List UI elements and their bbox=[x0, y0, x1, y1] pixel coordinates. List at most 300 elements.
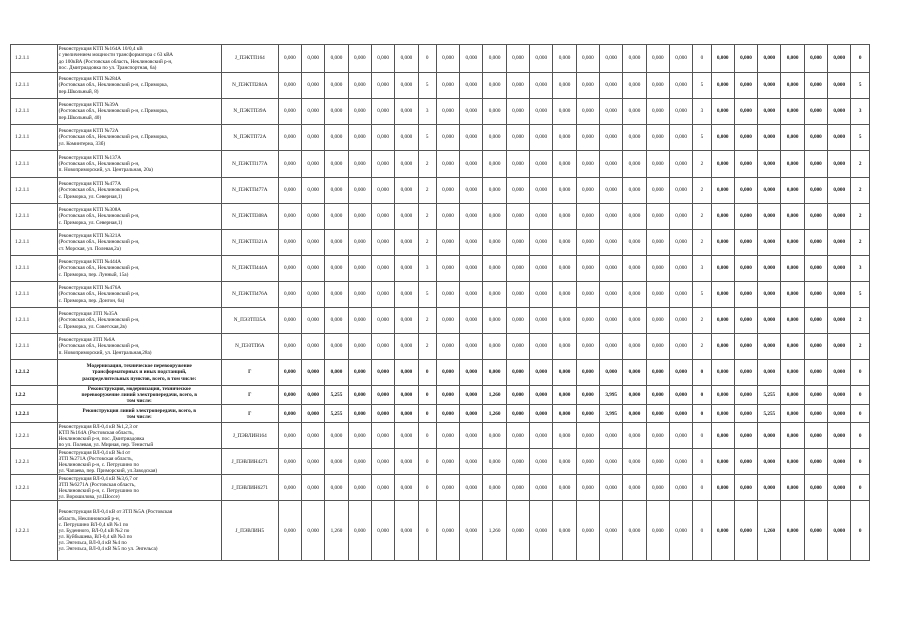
value-cell: 0,000 bbox=[395, 360, 418, 386]
description-line: до 100кВА (Ростовская область, Неклиновский р-н, bbox=[58, 58, 173, 65]
row-description bbox=[57, 151, 221, 178]
value-cell: 0,000 bbox=[348, 308, 371, 334]
value-cell: 0,000 bbox=[669, 204, 692, 230]
value-cell: 0,000 bbox=[600, 501, 623, 561]
value-cell: 0,000 bbox=[395, 449, 418, 475]
value-cell: 0,000 bbox=[804, 73, 827, 99]
table-row bbox=[11, 386, 870, 405]
value-cell: 0,000 bbox=[804, 386, 827, 405]
value-cell: 0,000 bbox=[576, 334, 599, 360]
description-line: (Ростовская обл., Неклиновский р-н, bbox=[58, 265, 140, 272]
value-cell: 0,000 bbox=[371, 308, 394, 334]
value-cell: 0,000 bbox=[804, 360, 827, 386]
value-cell: 0,000 bbox=[734, 423, 757, 449]
value-cell: 0,000 bbox=[506, 178, 529, 204]
value-cell: 0,000 bbox=[576, 308, 599, 334]
value-cell: 0,000 bbox=[600, 125, 623, 151]
value-cell: 0,000 bbox=[371, 204, 394, 230]
value-cell: 0,000 bbox=[460, 423, 483, 449]
row-description bbox=[57, 475, 221, 501]
value-cell: 0,000 bbox=[669, 256, 692, 282]
value-cell: 0,000 bbox=[325, 449, 348, 475]
value-cell: 0,000 bbox=[460, 360, 483, 386]
table-row bbox=[11, 73, 870, 99]
count-cell: 0 bbox=[851, 360, 870, 386]
value-cell: 0,000 bbox=[646, 475, 669, 501]
description-line: Реконструкция линий электропередачи, всего, в bbox=[82, 407, 197, 414]
value-cell: 0,000 bbox=[506, 386, 529, 405]
value-cell: 0,000 bbox=[646, 125, 669, 151]
table-row bbox=[11, 282, 870, 308]
value-cell: 0,000 bbox=[646, 449, 669, 475]
value-cell: 0,000 bbox=[278, 405, 301, 423]
value-cell: 0,000 bbox=[395, 73, 418, 99]
value-cell: 0,000 bbox=[669, 308, 692, 334]
description-line: ул. Энгельса, ВЛ-0,4 кВ №5 по ул. Энгельса) bbox=[58, 546, 158, 553]
value-cell: 0,000 bbox=[669, 360, 692, 386]
value-cell: 0,000 bbox=[781, 475, 804, 501]
value-cell: 0,000 bbox=[734, 360, 757, 386]
value-cell: 0,000 bbox=[530, 475, 553, 501]
value-cell: 0,000 bbox=[278, 45, 301, 73]
value-cell: 0,000 bbox=[460, 45, 483, 73]
value-cell: 0,000 bbox=[436, 151, 459, 178]
value-cell: 0,000 bbox=[623, 360, 646, 386]
count-cell: 0 bbox=[851, 423, 870, 449]
value-cell: 0,000 bbox=[395, 256, 418, 282]
value-cell: 0,000 bbox=[600, 360, 623, 386]
value-cell: 0,000 bbox=[646, 282, 669, 308]
row-code: 1.2.1.1 bbox=[11, 99, 58, 125]
value-cell: 0,000 bbox=[460, 405, 483, 423]
value-cell: 0,000 bbox=[804, 475, 827, 501]
value-cell: 0,000 bbox=[553, 256, 576, 282]
count-cell: 5 bbox=[851, 125, 870, 151]
count-cell: 5 bbox=[418, 282, 436, 308]
value-cell: 0,000 bbox=[530, 334, 553, 360]
value-cell: 0,000 bbox=[734, 151, 757, 178]
value-cell: 0,000 bbox=[623, 423, 646, 449]
description-line: с. Приморка, пер. Лунный, 15а) bbox=[58, 271, 129, 278]
count-cell: 2 bbox=[418, 308, 436, 334]
value-cell: 0,000 bbox=[646, 423, 669, 449]
value-cell: 0,000 bbox=[758, 73, 781, 99]
row-description bbox=[57, 45, 221, 73]
value-cell: 0,000 bbox=[711, 386, 734, 405]
value-cell: 0,000 bbox=[781, 256, 804, 282]
value-cell: 0,000 bbox=[530, 386, 553, 405]
value-cell: 0,000 bbox=[553, 73, 576, 99]
value-cell: 0,000 bbox=[758, 282, 781, 308]
value-cell: 0,000 bbox=[348, 334, 371, 360]
description-line: область, Неклиновский р-н, bbox=[58, 515, 120, 522]
value-cell: 0,000 bbox=[828, 256, 851, 282]
count-cell: 0 bbox=[693, 405, 711, 423]
value-cell: 0,000 bbox=[646, 45, 669, 73]
value-cell: 0,000 bbox=[278, 73, 301, 99]
value-cell: 0,000 bbox=[758, 423, 781, 449]
value-cell: 0,000 bbox=[758, 99, 781, 125]
value-cell: 0,000 bbox=[278, 125, 301, 151]
description-line: распределительных пунктов, всего, в том числе: bbox=[82, 375, 197, 382]
value-cell: 0,000 bbox=[530, 99, 553, 125]
value-cell: 5,255 bbox=[325, 405, 348, 423]
count-cell: 2 bbox=[693, 230, 711, 256]
value-cell: 0,000 bbox=[436, 308, 459, 334]
description-line: ЗТП №271А (Ростовская область, bbox=[58, 455, 133, 462]
value-cell: 0,000 bbox=[302, 178, 325, 204]
description-line: (Ростовская обл., Неклиновский р-н, bbox=[58, 291, 140, 298]
value-cell: 0,000 bbox=[734, 386, 757, 405]
value-cell: 0,000 bbox=[553, 475, 576, 501]
count-cell: 5 bbox=[851, 73, 870, 99]
value-cell: 0,000 bbox=[506, 282, 529, 308]
value-cell: 0,000 bbox=[623, 334, 646, 360]
count-cell: 3 bbox=[851, 256, 870, 282]
description-line: ул. Буденного, ВЛ-0,4 кВ №2 по bbox=[58, 527, 130, 534]
value-cell: 0,000 bbox=[623, 475, 646, 501]
value-cell: 0,000 bbox=[600, 256, 623, 282]
value-cell: 0,000 bbox=[371, 230, 394, 256]
value-cell: 0,000 bbox=[711, 449, 734, 475]
value-cell: 0,000 bbox=[483, 125, 506, 151]
description-line: Реконструкция ЗТП №35А bbox=[58, 311, 118, 318]
value-cell: 0,000 bbox=[371, 99, 394, 125]
value-cell: 0,000 bbox=[483, 151, 506, 178]
value-cell: 0,000 bbox=[325, 178, 348, 204]
value-cell: 0,000 bbox=[711, 282, 734, 308]
value-cell: 0,000 bbox=[302, 405, 325, 423]
value-cell: 0,000 bbox=[348, 151, 371, 178]
description-line: Реконструкция КТП №284А bbox=[58, 76, 122, 83]
value-cell: 0,000 bbox=[711, 99, 734, 125]
value-cell: 0,000 bbox=[483, 423, 506, 449]
value-cell: 0,000 bbox=[348, 405, 371, 423]
value-cell: 0,000 bbox=[781, 360, 804, 386]
row-code: 1.2.2.1 bbox=[11, 449, 58, 475]
value-cell: 0,000 bbox=[371, 475, 394, 501]
value-cell: 0,000 bbox=[711, 178, 734, 204]
value-cell: 0,000 bbox=[734, 308, 757, 334]
value-cell: 0,000 bbox=[600, 73, 623, 99]
value-cell: 0,000 bbox=[669, 501, 692, 561]
count-cell: 2 bbox=[418, 334, 436, 360]
value-cell: 0,000 bbox=[828, 178, 851, 204]
project-id: N_ПЭКТП284А bbox=[221, 73, 278, 99]
value-cell: 0,000 bbox=[711, 501, 734, 561]
value-cell: 0,000 bbox=[734, 475, 757, 501]
value-cell: 0,000 bbox=[576, 73, 599, 99]
value-cell: 0,000 bbox=[758, 178, 781, 204]
description-line: Реконструкция КТП №477А bbox=[58, 181, 122, 188]
value-cell: 0,000 bbox=[460, 125, 483, 151]
value-cell: 0,000 bbox=[623, 308, 646, 334]
project-id: N_ПЭКТП177А bbox=[221, 151, 278, 178]
count-cell: 0 bbox=[418, 360, 436, 386]
project-id: N_ПЭЗТП35А bbox=[221, 308, 278, 334]
value-cell: 0,000 bbox=[460, 334, 483, 360]
count-cell: 2 bbox=[693, 204, 711, 230]
value-cell: 0,000 bbox=[669, 334, 692, 360]
value-cell: 0,000 bbox=[302, 282, 325, 308]
value-cell: 0,000 bbox=[828, 282, 851, 308]
count-cell: 2 bbox=[418, 178, 436, 204]
value-cell: 0,000 bbox=[711, 423, 734, 449]
value-cell: 0,000 bbox=[828, 449, 851, 475]
value-cell: 0,000 bbox=[278, 256, 301, 282]
value-cell: 0,000 bbox=[781, 230, 804, 256]
description-line: п. Новоприморский, ул. Центральная,28а) bbox=[58, 349, 152, 356]
value-cell: 0,000 bbox=[325, 204, 348, 230]
value-cell: 0,000 bbox=[734, 45, 757, 73]
row-description bbox=[57, 256, 221, 282]
table-row bbox=[11, 423, 870, 449]
row-code: 1.2.1.1 bbox=[11, 125, 58, 151]
project-id: J_ПЭВЛИН5 bbox=[221, 501, 278, 561]
row-code: 1.2.1.1 bbox=[11, 73, 58, 99]
value-cell: 0,000 bbox=[460, 99, 483, 125]
value-cell: 0,000 bbox=[828, 386, 851, 405]
value-cell: 1,260 bbox=[758, 501, 781, 561]
project-id: J_ПЭВЛИН164 bbox=[221, 423, 278, 449]
value-cell: 0,000 bbox=[530, 449, 553, 475]
description-line: с. Приморка, ул. Советская,2в) bbox=[58, 323, 127, 330]
value-cell: 0,000 bbox=[395, 125, 418, 151]
description-line: трансформаторных и иных подстанций, bbox=[92, 369, 187, 376]
value-cell: 0,000 bbox=[460, 151, 483, 178]
value-cell: 0,000 bbox=[506, 405, 529, 423]
row-code: 1.2.2.1 bbox=[11, 405, 58, 423]
table-row bbox=[11, 308, 870, 334]
value-cell: 0,000 bbox=[781, 125, 804, 151]
value-cell: 0,000 bbox=[828, 334, 851, 360]
value-cell: 0,000 bbox=[436, 256, 459, 282]
value-cell: 0,000 bbox=[758, 230, 781, 256]
value-cell: 0,000 bbox=[804, 405, 827, 423]
value-cell: 0,000 bbox=[576, 204, 599, 230]
count-cell: 0 bbox=[418, 405, 436, 423]
count-cell: 0 bbox=[851, 501, 870, 561]
value-cell: 0,000 bbox=[348, 423, 371, 449]
value-cell: 0,000 bbox=[460, 73, 483, 99]
value-cell: 0,000 bbox=[302, 360, 325, 386]
value-cell: 0,000 bbox=[371, 151, 394, 178]
description-line: Реконструкция ВЛ-0,4 кВ №4 от bbox=[58, 449, 131, 456]
count-cell: 5 bbox=[693, 73, 711, 99]
value-cell: 0,000 bbox=[646, 256, 669, 282]
value-cell: 0,000 bbox=[302, 501, 325, 561]
count-cell: 2 bbox=[693, 334, 711, 360]
value-cell: 0,000 bbox=[711, 405, 734, 423]
value-cell: 0,000 bbox=[302, 125, 325, 151]
value-cell: 0,000 bbox=[325, 230, 348, 256]
value-cell: 0,000 bbox=[828, 204, 851, 230]
value-cell: 0,000 bbox=[302, 475, 325, 501]
description-line: (Ростовская обл., Неклиновский р-н, bbox=[58, 213, 140, 220]
value-cell: 0,000 bbox=[483, 449, 506, 475]
description-line: Реконструкция КТП №72А bbox=[58, 128, 119, 135]
value-cell: 0,000 bbox=[348, 475, 371, 501]
description-line: ул. Чапаева, пер. Приморский, ул.Заводская) bbox=[58, 467, 158, 474]
value-cell: 0,000 bbox=[623, 73, 646, 99]
value-cell: 0,000 bbox=[828, 151, 851, 178]
value-cell: 0,000 bbox=[371, 45, 394, 73]
value-cell: 0,000 bbox=[278, 360, 301, 386]
description-line: (Ростовская обл., Неклиновский р-н, bbox=[58, 160, 140, 167]
value-cell: 0,000 bbox=[483, 256, 506, 282]
value-cell: 0,000 bbox=[460, 230, 483, 256]
value-cell: 0,000 bbox=[711, 360, 734, 386]
value-cell: 0,000 bbox=[600, 282, 623, 308]
value-cell: 0,000 bbox=[758, 45, 781, 73]
value-cell: 0,000 bbox=[734, 99, 757, 125]
value-cell: 0,000 bbox=[669, 405, 692, 423]
value-cell: 0,000 bbox=[576, 256, 599, 282]
description-line: Реконструкция КТП №308А bbox=[58, 207, 122, 214]
row-code: 1.2.1.1 bbox=[11, 178, 58, 204]
value-cell: 0,000 bbox=[828, 99, 851, 125]
value-cell: 1,260 bbox=[483, 501, 506, 561]
value-cell: 0,000 bbox=[553, 405, 576, 423]
value-cell: 0,000 bbox=[758, 256, 781, 282]
value-cell: 0,000 bbox=[646, 73, 669, 99]
value-cell: 0,000 bbox=[781, 405, 804, 423]
count-cell: 0 bbox=[693, 475, 711, 501]
value-cell: 0,000 bbox=[553, 449, 576, 475]
value-cell: 0,000 bbox=[325, 308, 348, 334]
value-cell: 0,000 bbox=[395, 178, 418, 204]
value-cell: 0,000 bbox=[530, 256, 553, 282]
count-cell: 0 bbox=[851, 475, 870, 501]
description-line: пер.Школьный, 40) bbox=[58, 114, 102, 121]
value-cell: 0,000 bbox=[278, 308, 301, 334]
value-cell: 0,000 bbox=[325, 125, 348, 151]
value-cell: 0,000 bbox=[646, 178, 669, 204]
description-line: пер.Школьный, 8) bbox=[58, 88, 99, 95]
value-cell: 0,000 bbox=[371, 449, 394, 475]
value-cell: 0,000 bbox=[395, 308, 418, 334]
value-cell: 0,000 bbox=[506, 334, 529, 360]
description-line: (Ростовская обл., Неклиновский р-н, bbox=[58, 317, 140, 324]
value-cell: 0,000 bbox=[325, 475, 348, 501]
count-cell: 2 bbox=[851, 178, 870, 204]
value-cell: 0,000 bbox=[553, 308, 576, 334]
value-cell: 0,000 bbox=[623, 178, 646, 204]
value-cell: 0,000 bbox=[302, 308, 325, 334]
count-cell: 0 bbox=[851, 405, 870, 423]
value-cell: 0,000 bbox=[576, 423, 599, 449]
value-cell: 0,000 bbox=[460, 308, 483, 334]
value-cell: 0,000 bbox=[711, 230, 734, 256]
table-row bbox=[11, 475, 870, 501]
value-cell: 0,000 bbox=[530, 405, 553, 423]
value-cell: 0,000 bbox=[758, 475, 781, 501]
value-cell: 0,000 bbox=[576, 449, 599, 475]
value-cell: 0,000 bbox=[483, 73, 506, 99]
row-code: 1.2.2.1 bbox=[11, 501, 58, 561]
project-id: Г bbox=[221, 405, 278, 423]
value-cell: 0,000 bbox=[553, 204, 576, 230]
table-row bbox=[11, 204, 870, 230]
row-description bbox=[57, 405, 221, 423]
value-cell: 0,000 bbox=[576, 99, 599, 125]
value-cell: 0,000 bbox=[734, 405, 757, 423]
description-line: перевооружение линий электропередачи, всего, в bbox=[81, 392, 198, 399]
count-cell: 2 bbox=[418, 204, 436, 230]
project-id: N_ПЭКТП72А bbox=[221, 125, 278, 151]
count-cell: 3 bbox=[418, 256, 436, 282]
description-line: Реконструкция КТП №321А bbox=[58, 233, 122, 240]
value-cell: 0,000 bbox=[302, 334, 325, 360]
value-cell: 0,000 bbox=[325, 423, 348, 449]
value-cell: 0,000 bbox=[623, 282, 646, 308]
value-cell: 0,000 bbox=[781, 386, 804, 405]
table-row bbox=[11, 178, 870, 204]
value-cell: 0,000 bbox=[506, 73, 529, 99]
value-cell: 0,000 bbox=[669, 73, 692, 99]
project-id: Г bbox=[221, 386, 278, 405]
value-cell: 0,000 bbox=[302, 423, 325, 449]
value-cell: 0,000 bbox=[646, 204, 669, 230]
value-cell: 0,000 bbox=[506, 125, 529, 151]
value-cell: 0,000 bbox=[302, 99, 325, 125]
value-cell: 0,000 bbox=[436, 45, 459, 73]
value-cell: 0,000 bbox=[758, 360, 781, 386]
count-cell: 3 bbox=[418, 99, 436, 125]
value-cell: 0,000 bbox=[600, 475, 623, 501]
project-id: N_ПЭКТП476А bbox=[221, 282, 278, 308]
table-row bbox=[11, 230, 870, 256]
value-cell: 0,000 bbox=[804, 449, 827, 475]
count-cell: 2 bbox=[851, 151, 870, 178]
value-cell: 0,000 bbox=[669, 45, 692, 73]
value-cell: 0,000 bbox=[804, 282, 827, 308]
value-cell: 0,000 bbox=[734, 501, 757, 561]
value-cell: 0,000 bbox=[483, 282, 506, 308]
value-cell: 0,000 bbox=[804, 45, 827, 73]
value-cell: 0,000 bbox=[623, 151, 646, 178]
value-cell: 0,000 bbox=[436, 178, 459, 204]
value-cell: 0,000 bbox=[436, 386, 459, 405]
count-cell: 3 bbox=[693, 99, 711, 125]
project-id: N_ПЭКТП39А bbox=[221, 99, 278, 125]
value-cell: 0,000 bbox=[758, 204, 781, 230]
value-cell: 0,000 bbox=[278, 386, 301, 405]
description-line: с. Приморка, ул. Северная,1) bbox=[58, 219, 123, 226]
table-row bbox=[11, 405, 870, 423]
value-cell: 0,000 bbox=[302, 204, 325, 230]
value-cell: 0,000 bbox=[804, 151, 827, 178]
value-cell: 0,000 bbox=[804, 178, 827, 204]
value-cell: 0,000 bbox=[325, 360, 348, 386]
value-cell: 0,000 bbox=[576, 405, 599, 423]
count-cell: 0 bbox=[693, 501, 711, 561]
value-cell: 0,000 bbox=[553, 334, 576, 360]
description-line: (Ростовская обл., Неклиновский р-н, bbox=[58, 343, 140, 350]
value-cell: 0,000 bbox=[669, 449, 692, 475]
value-cell: 0,000 bbox=[669, 151, 692, 178]
description-line: Реконструкция КТП №39А bbox=[58, 102, 119, 109]
description-line: (Ростовская обл., Неклиновский р-н, с.Приморка, bbox=[58, 134, 168, 141]
value-cell: 0,000 bbox=[711, 256, 734, 282]
table-body bbox=[11, 45, 870, 561]
value-cell: 0,000 bbox=[436, 475, 459, 501]
value-cell: 0,000 bbox=[348, 178, 371, 204]
value-cell: 3,995 bbox=[600, 405, 623, 423]
description-line: по ул. Полевая, ул. Мирная, пер. Тенистый bbox=[58, 441, 154, 448]
value-cell: 0,000 bbox=[600, 178, 623, 204]
value-cell: 0,000 bbox=[623, 501, 646, 561]
